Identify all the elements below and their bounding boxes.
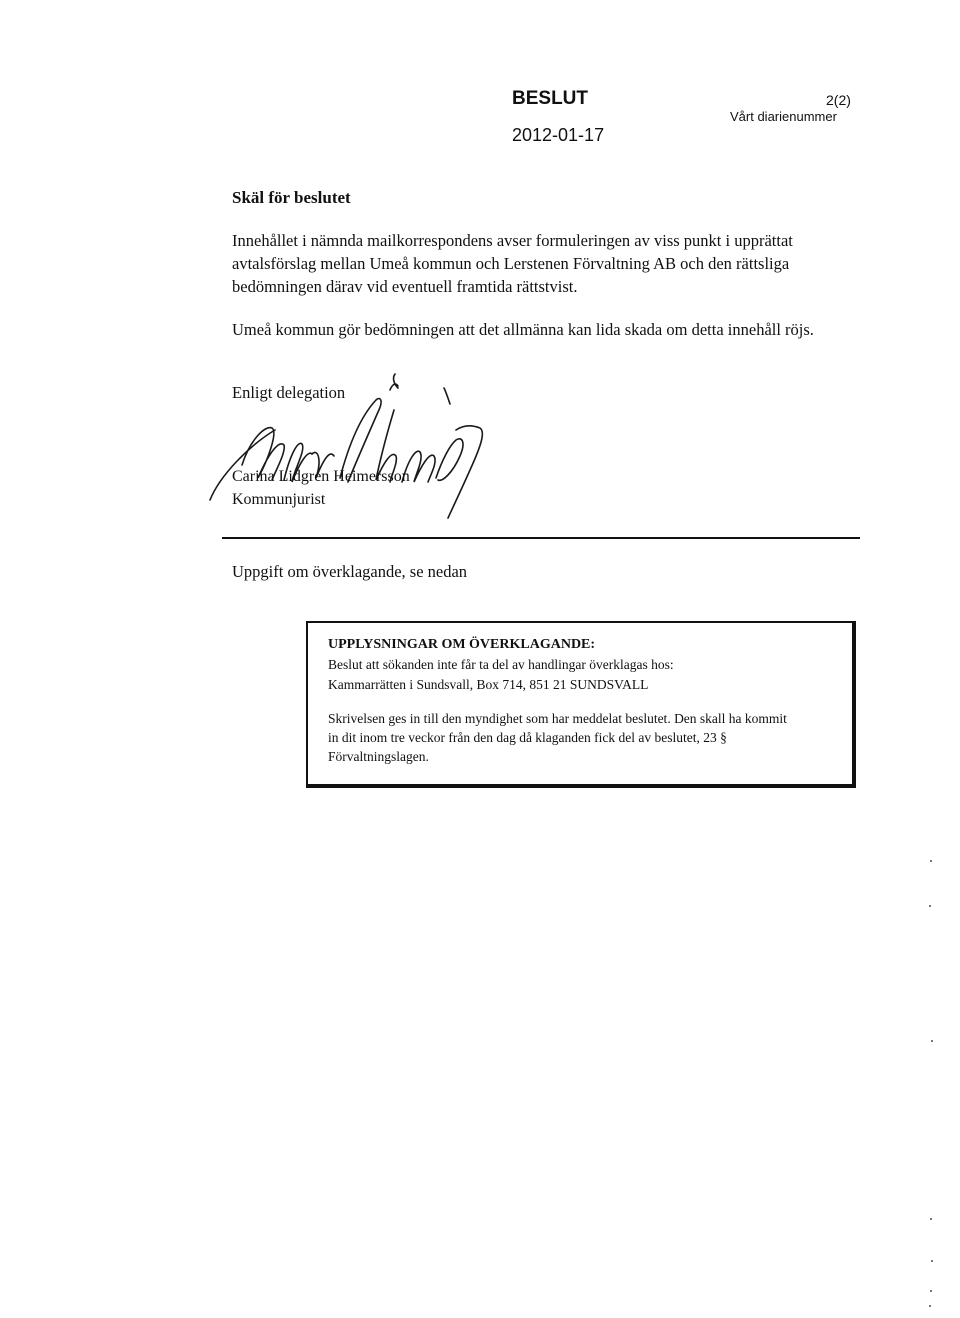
scan-speck <box>930 1290 932 1292</box>
appeal-box-line: Beslut att sökanden inte får ta del av handlingar överklagas hos: <box>328 657 674 672</box>
appeal-box-heading: UPPLYSNINGAR OM ÖVERKLAGANDE: <box>328 637 596 652</box>
scan-speck <box>931 1260 933 1262</box>
signer-name: Carina Lidgren Heimersson <box>232 468 410 485</box>
handwritten-signature <box>180 370 500 520</box>
scan-speck <box>930 860 932 862</box>
document-type: BESLUT <box>512 88 588 109</box>
reference-number-label: Vårt diarienummer <box>730 109 837 124</box>
section-divider <box>222 537 860 539</box>
document-date: 2012-01-17 <box>512 125 605 145</box>
scan-speck <box>930 1218 932 1220</box>
appeal-box-line: Kammarrätten i Sundsvall, Box 714, 851 21 SUNDSVALL <box>328 677 649 692</box>
reason-paragraph: Innehållet i nämnda mailkorrespondens avser formuleringen av viss punkt i upprättat avtalsförslag mellan Umeå kommun och Lerstenen Förvaltning AB och den rättsliga bedömningen därav vid eventuell framtida rättstvist. <box>232 231 793 296</box>
page-number: 2(2) <box>826 92 851 108</box>
appeal-note: Uppgift om överklagande, se nedan <box>232 562 468 581</box>
scan-speck <box>931 1040 933 1042</box>
appeal-box-line: Förvaltningslagen. <box>328 749 429 764</box>
section-heading: Skäl för beslutet <box>232 188 351 207</box>
harm-assessment-paragraph: Umeå kommun gör bedömningen att det allmänna kan lida skada om detta innehåll röjs. <box>232 320 814 339</box>
scan-speck <box>929 905 931 907</box>
delegation-note: Enligt delegation <box>232 383 346 402</box>
scan-speck <box>929 1305 931 1307</box>
signer-title: Kommunjurist <box>232 491 326 508</box>
appeal-box-line: in dit inom tre veckor från den dag då klaganden fick del av beslutet, 23 § <box>328 730 727 745</box>
appeal-box-line: Skrivelsen ges in till den myndighet som har meddelat beslutet. Den skall ha kommit <box>328 711 787 726</box>
